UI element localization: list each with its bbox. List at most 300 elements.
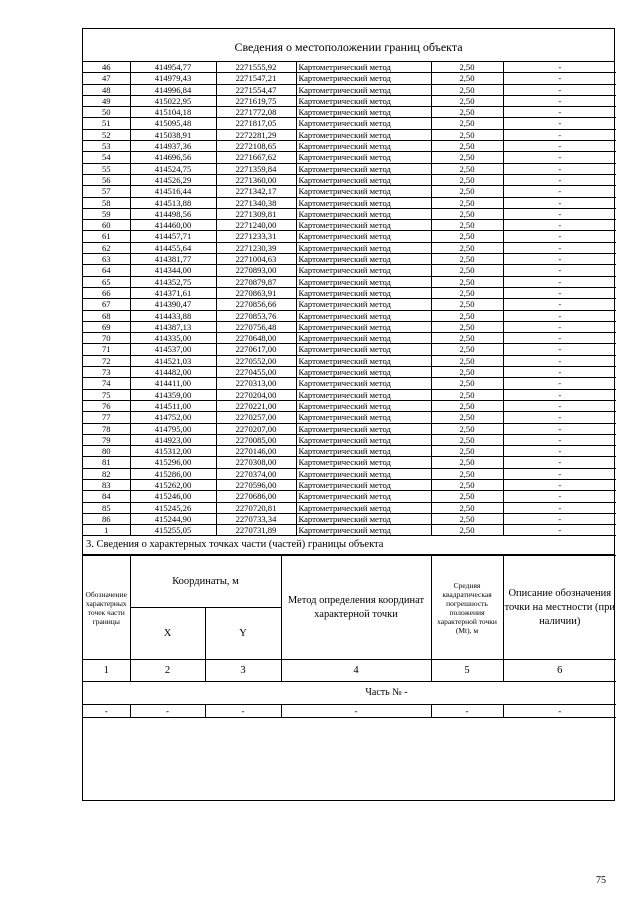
document-frame bbox=[82, 28, 615, 801]
coord-y-cell: 2271342,17 bbox=[216, 186, 296, 197]
description-cell: - bbox=[503, 333, 616, 344]
method-cell: Картометрический метод bbox=[296, 457, 431, 468]
coord-x-cell: 414381,77 bbox=[130, 254, 216, 265]
table-row bbox=[83, 344, 616, 355]
coord-y-cell: 2270863,91 bbox=[216, 287, 296, 298]
table-row bbox=[83, 84, 616, 95]
point-number-cell: 46 bbox=[83, 62, 130, 73]
error-cell: 2,50 bbox=[431, 186, 503, 197]
description-cell: - bbox=[503, 107, 616, 118]
coord-y-cell: 2271772,08 bbox=[216, 107, 296, 118]
coord-y-cell: 2270617,00 bbox=[216, 344, 296, 355]
point-number-cell: 51 bbox=[83, 118, 130, 129]
description-cell: - bbox=[503, 412, 616, 423]
section3-table bbox=[83, 555, 616, 718]
table-row bbox=[83, 220, 616, 231]
method-cell: Картометрический метод bbox=[296, 310, 431, 321]
coord-x-cell: 414937,36 bbox=[130, 141, 216, 152]
coord-y-cell: 2270085,00 bbox=[216, 434, 296, 445]
coord-y-cell: 2270648,00 bbox=[216, 333, 296, 344]
coord-y-cell: 2270756,48 bbox=[216, 321, 296, 332]
method-cell: Картометрический метод bbox=[296, 434, 431, 445]
empty-cell: - bbox=[83, 705, 130, 718]
point-number-cell: 63 bbox=[83, 254, 130, 265]
error-cell: 2,50 bbox=[431, 468, 503, 479]
coord-y-cell: 2271233,31 bbox=[216, 231, 296, 242]
point-number-cell: 67 bbox=[83, 299, 130, 310]
coord-y-cell: 2270879,87 bbox=[216, 276, 296, 287]
method-cell: Картометрический метод bbox=[296, 107, 431, 118]
coord-y-cell: 2270221,00 bbox=[216, 400, 296, 411]
coord-y-cell: 2270257,00 bbox=[216, 412, 296, 423]
coord-x-cell: 415286,00 bbox=[130, 468, 216, 479]
point-number-cell: 86 bbox=[83, 513, 130, 524]
method-cell: Картометрический метод bbox=[296, 231, 431, 242]
coord-y-cell: 2270731,89 bbox=[216, 525, 296, 536]
coord-y-cell: 2270204,00 bbox=[216, 389, 296, 400]
method-cell: Картометрический метод bbox=[296, 367, 431, 378]
error-cell: 2,50 bbox=[431, 287, 503, 298]
point-number-cell: 81 bbox=[83, 457, 130, 468]
coord-x-cell: 414526,29 bbox=[130, 174, 216, 185]
point-number-cell: 64 bbox=[83, 265, 130, 276]
method-cell: Картометрический метод bbox=[296, 513, 431, 524]
table-row bbox=[83, 118, 616, 129]
point-number-cell: 70 bbox=[83, 333, 130, 344]
header-coordinates: Координаты, м bbox=[130, 556, 281, 608]
point-number-cell: 83 bbox=[83, 479, 130, 490]
method-cell: Картометрический метод bbox=[296, 163, 431, 174]
coord-x-cell: 415246,00 bbox=[130, 491, 216, 502]
error-cell: 2,50 bbox=[431, 491, 503, 502]
coord-x-cell: 414482,00 bbox=[130, 367, 216, 378]
coord-y-cell: 2271555,92 bbox=[216, 62, 296, 73]
error-cell: 2,50 bbox=[431, 378, 503, 389]
table-row bbox=[83, 265, 616, 276]
description-cell: - bbox=[503, 276, 616, 287]
header-error: Средняя квадратическая погрешность положения характерной точки (Mt), м bbox=[431, 556, 503, 660]
section3-title: 3. Сведения о характерных точках части (частей) границы объекта bbox=[83, 536, 614, 555]
coord-x-cell: 414371,61 bbox=[130, 287, 216, 298]
coord-x-cell: 414521,03 bbox=[130, 355, 216, 366]
error-cell: 2,50 bbox=[431, 333, 503, 344]
table-row bbox=[83, 525, 616, 536]
error-cell: 2,50 bbox=[431, 220, 503, 231]
coord-x-cell: 414516,44 bbox=[130, 186, 216, 197]
table-row bbox=[83, 152, 616, 163]
description-cell: - bbox=[503, 525, 616, 536]
coord-x-cell: 414513,88 bbox=[130, 197, 216, 208]
method-cell: Картометрический метод bbox=[296, 186, 431, 197]
coord-y-cell: 2270720,81 bbox=[216, 502, 296, 513]
description-cell: - bbox=[503, 265, 616, 276]
error-cell: 2,50 bbox=[431, 502, 503, 513]
coord-y-cell: 2270552,00 bbox=[216, 355, 296, 366]
table-row bbox=[83, 141, 616, 152]
point-number-cell: 52 bbox=[83, 129, 130, 140]
coord-x-cell: 414457,71 bbox=[130, 231, 216, 242]
description-cell: - bbox=[503, 400, 616, 411]
error-cell: 2,50 bbox=[431, 197, 503, 208]
coord-y-cell: 2271817,05 bbox=[216, 118, 296, 129]
coord-y-cell: 2271240,00 bbox=[216, 220, 296, 231]
error-cell: 2,50 bbox=[431, 457, 503, 468]
coord-x-cell: 415038,91 bbox=[130, 129, 216, 140]
coord-x-cell: 414696,56 bbox=[130, 152, 216, 163]
coord-y-cell: 2271230,39 bbox=[216, 242, 296, 253]
error-cell: 2,50 bbox=[431, 174, 503, 185]
error-cell: 2,50 bbox=[431, 242, 503, 253]
coord-x-cell: 414390,47 bbox=[130, 299, 216, 310]
coord-y-cell: 2271340,38 bbox=[216, 197, 296, 208]
method-cell: Картометрический метод bbox=[296, 491, 431, 502]
method-cell: Картометрический метод bbox=[296, 220, 431, 231]
description-cell: - bbox=[503, 174, 616, 185]
table-row bbox=[83, 242, 616, 253]
coord-y-cell: 2272108,65 bbox=[216, 141, 296, 152]
table-row bbox=[83, 129, 616, 140]
coord-y-cell: 2271547,21 bbox=[216, 73, 296, 84]
table-row bbox=[83, 389, 616, 400]
point-number-cell: 57 bbox=[83, 186, 130, 197]
method-cell: Картометрический метод bbox=[296, 479, 431, 490]
description-cell: - bbox=[503, 423, 616, 434]
coord-x-cell: 414460,00 bbox=[130, 220, 216, 231]
coord-y-cell: 2270313,00 bbox=[216, 378, 296, 389]
empty-cell: - bbox=[130, 705, 205, 718]
method-cell: Картометрический метод bbox=[296, 197, 431, 208]
coord-x-cell: 414335,00 bbox=[130, 333, 216, 344]
point-number-cell: 61 bbox=[83, 231, 130, 242]
method-cell: Картометрический метод bbox=[296, 412, 431, 423]
description-cell: - bbox=[503, 141, 616, 152]
table-row bbox=[83, 412, 616, 423]
table-row bbox=[83, 400, 616, 411]
point-number-cell: 80 bbox=[83, 446, 130, 457]
method-cell: Картометрический метод bbox=[296, 129, 431, 140]
table-row bbox=[83, 174, 616, 185]
coord-y-cell: 2271309,81 bbox=[216, 208, 296, 219]
description-cell: - bbox=[503, 220, 616, 231]
table-row bbox=[83, 95, 616, 106]
description-cell: - bbox=[503, 152, 616, 163]
description-cell: - bbox=[503, 197, 616, 208]
coord-x-cell: 414537,00 bbox=[130, 344, 216, 355]
error-cell: 2,50 bbox=[431, 254, 503, 265]
method-cell: Картометрический метод bbox=[296, 174, 431, 185]
description-cell: - bbox=[503, 344, 616, 355]
method-cell: Картометрический метод bbox=[296, 389, 431, 400]
error-cell: 2,50 bbox=[431, 107, 503, 118]
description-cell: - bbox=[503, 491, 616, 502]
point-number-cell: 74 bbox=[83, 378, 130, 389]
column-number: 4 bbox=[281, 660, 431, 682]
description-cell: - bbox=[503, 434, 616, 445]
method-cell: Картометрический метод bbox=[296, 287, 431, 298]
description-cell: - bbox=[503, 118, 616, 129]
error-cell: 2,50 bbox=[431, 118, 503, 129]
error-cell: 2,50 bbox=[431, 525, 503, 536]
table-row bbox=[83, 491, 616, 502]
coord-x-cell: 415245,26 bbox=[130, 502, 216, 513]
table-row bbox=[83, 367, 616, 378]
table-row bbox=[83, 333, 616, 344]
description-cell: - bbox=[503, 468, 616, 479]
method-cell: Картометрический метод bbox=[296, 468, 431, 479]
error-cell: 2,50 bbox=[431, 73, 503, 84]
coord-x-cell: 415296,00 bbox=[130, 457, 216, 468]
coord-y-cell: 2271554,47 bbox=[216, 84, 296, 95]
error-cell: 2,50 bbox=[431, 367, 503, 378]
point-number-cell: 55 bbox=[83, 163, 130, 174]
coord-y-cell: 2270374,00 bbox=[216, 468, 296, 479]
coord-y-cell: 2270686,00 bbox=[216, 491, 296, 502]
table-row bbox=[83, 163, 616, 174]
coord-x-cell: 414511,00 bbox=[130, 400, 216, 411]
error-cell: 2,50 bbox=[431, 423, 503, 434]
coord-y-cell: 2272281,29 bbox=[216, 129, 296, 140]
coord-x-cell: 414433,88 bbox=[130, 310, 216, 321]
table-row bbox=[83, 287, 616, 298]
description-cell: - bbox=[503, 321, 616, 332]
point-number-cell: 85 bbox=[83, 502, 130, 513]
method-cell: Картометрический метод bbox=[296, 276, 431, 287]
point-number-cell: 48 bbox=[83, 84, 130, 95]
description-cell: - bbox=[503, 367, 616, 378]
description-cell: - bbox=[503, 186, 616, 197]
error-cell: 2,50 bbox=[431, 299, 503, 310]
method-cell: Картометрический метод bbox=[296, 333, 431, 344]
point-number-cell: 75 bbox=[83, 389, 130, 400]
coord-y-cell: 2271667,62 bbox=[216, 152, 296, 163]
error-cell: 2,50 bbox=[431, 276, 503, 287]
error-cell: 2,50 bbox=[431, 344, 503, 355]
method-cell: Картометрический метод bbox=[296, 118, 431, 129]
method-cell: Картометрический метод bbox=[296, 152, 431, 163]
table-row bbox=[83, 276, 616, 287]
error-cell: 2,50 bbox=[431, 141, 503, 152]
error-cell: 2,50 bbox=[431, 129, 503, 140]
method-cell: Картометрический метод bbox=[296, 299, 431, 310]
method-cell: Картометрический метод bbox=[296, 62, 431, 73]
error-cell: 2,50 bbox=[431, 400, 503, 411]
description-cell: - bbox=[503, 129, 616, 140]
description-cell: - bbox=[503, 310, 616, 321]
error-cell: 2,50 bbox=[431, 355, 503, 366]
coord-x-cell: 415244,90 bbox=[130, 513, 216, 524]
coord-x-cell: 415095,48 bbox=[130, 118, 216, 129]
coord-y-cell: 2270856,66 bbox=[216, 299, 296, 310]
table-row bbox=[83, 197, 616, 208]
coord-x-cell: 414979,43 bbox=[130, 73, 216, 84]
point-number-cell: 59 bbox=[83, 208, 130, 219]
error-cell: 2,50 bbox=[431, 231, 503, 242]
point-number-cell: 60 bbox=[83, 220, 130, 231]
empty-cell: - bbox=[503, 705, 616, 718]
point-number-cell: 72 bbox=[83, 355, 130, 366]
method-cell: Картометрический метод bbox=[296, 141, 431, 152]
error-cell: 2,50 bbox=[431, 434, 503, 445]
description-cell: - bbox=[503, 355, 616, 366]
coord-x-cell: 415255,05 bbox=[130, 525, 216, 536]
description-cell: - bbox=[503, 254, 616, 265]
coord-x-cell: 414524,75 bbox=[130, 163, 216, 174]
method-cell: Картометрический метод bbox=[296, 446, 431, 457]
column-number: 5 bbox=[431, 660, 503, 682]
description-cell: - bbox=[503, 84, 616, 95]
point-number-cell: 76 bbox=[83, 400, 130, 411]
description-cell: - bbox=[503, 479, 616, 490]
error-cell: 2,50 bbox=[431, 479, 503, 490]
table-row bbox=[83, 186, 616, 197]
table-row bbox=[83, 208, 616, 219]
error-cell: 2,50 bbox=[431, 163, 503, 174]
table-row bbox=[83, 254, 616, 265]
method-cell: Картометрический метод bbox=[296, 242, 431, 253]
method-cell: Картометрический метод bbox=[296, 355, 431, 366]
coord-x-cell: 414795,00 bbox=[130, 423, 216, 434]
point-number-cell: 77 bbox=[83, 412, 130, 423]
point-number-cell: 49 bbox=[83, 95, 130, 106]
column-number: 6 bbox=[503, 660, 616, 682]
error-cell: 2,50 bbox=[431, 95, 503, 106]
error-cell: 2,50 bbox=[431, 321, 503, 332]
table-row bbox=[83, 62, 616, 73]
header-x: X bbox=[130, 608, 205, 660]
header-point-designation: Обозначение характерных точек части границы bbox=[83, 556, 130, 660]
column-number: 3 bbox=[205, 660, 281, 682]
description-cell: - bbox=[503, 389, 616, 400]
description-cell: - bbox=[503, 231, 616, 242]
table-row bbox=[83, 310, 616, 321]
error-cell: 2,50 bbox=[431, 152, 503, 163]
coord-y-cell: 2270853,76 bbox=[216, 310, 296, 321]
method-cell: Картометрический метод bbox=[296, 321, 431, 332]
table-row bbox=[83, 321, 616, 332]
table-row bbox=[83, 378, 616, 389]
description-cell: - bbox=[503, 163, 616, 174]
table-row bbox=[83, 513, 616, 524]
table-row bbox=[83, 446, 616, 457]
method-cell: Картометрический метод bbox=[296, 378, 431, 389]
coord-x-cell: 414498,56 bbox=[130, 208, 216, 219]
section-title: Сведения о местоположении границ объекта bbox=[83, 29, 614, 62]
coord-y-cell: 2270308,00 bbox=[216, 457, 296, 468]
point-number-cell: 79 bbox=[83, 434, 130, 445]
column-number: 1 bbox=[83, 660, 130, 682]
coord-y-cell: 2271360,00 bbox=[216, 174, 296, 185]
description-cell: - bbox=[503, 242, 616, 253]
point-number-cell: 47 bbox=[83, 73, 130, 84]
coord-y-cell: 2271004,63 bbox=[216, 254, 296, 265]
description-cell: - bbox=[503, 62, 616, 73]
table-row bbox=[83, 457, 616, 468]
coord-x-cell: 415104,18 bbox=[130, 107, 216, 118]
coord-x-cell: 414455,64 bbox=[130, 242, 216, 253]
description-cell: - bbox=[503, 287, 616, 298]
coord-y-cell: 2270733,34 bbox=[216, 513, 296, 524]
header-y: Y bbox=[205, 608, 281, 660]
points-table bbox=[83, 62, 616, 536]
table-row bbox=[83, 479, 616, 490]
coord-x-cell: 414954,77 bbox=[130, 62, 216, 73]
coord-y-cell: 2270146,00 bbox=[216, 446, 296, 457]
point-number-cell: 62 bbox=[83, 242, 130, 253]
coord-y-cell: 2270207,00 bbox=[216, 423, 296, 434]
table-row bbox=[83, 231, 616, 242]
coord-x-cell: 415312,00 bbox=[130, 446, 216, 457]
error-cell: 2,50 bbox=[431, 84, 503, 95]
point-number-cell: 78 bbox=[83, 423, 130, 434]
column-number: 2 bbox=[130, 660, 205, 682]
table-row bbox=[83, 299, 616, 310]
table-row bbox=[83, 502, 616, 513]
table-row bbox=[83, 423, 616, 434]
method-cell: Картометрический метод bbox=[296, 525, 431, 536]
point-number-cell: 73 bbox=[83, 367, 130, 378]
error-cell: 2,50 bbox=[431, 62, 503, 73]
coord-x-cell: 415262,00 bbox=[130, 479, 216, 490]
method-cell: Картометрический метод bbox=[296, 400, 431, 411]
coord-x-cell: 414352,75 bbox=[130, 276, 216, 287]
description-cell: - bbox=[503, 378, 616, 389]
table-row bbox=[83, 355, 616, 366]
method-cell: Картометрический метод bbox=[296, 95, 431, 106]
error-cell: 2,50 bbox=[431, 412, 503, 423]
method-cell: Картометрический метод bbox=[296, 502, 431, 513]
point-number-cell: 71 bbox=[83, 344, 130, 355]
coord-x-cell: 414996,84 bbox=[130, 84, 216, 95]
method-cell: Картометрический метод bbox=[296, 265, 431, 276]
error-cell: 2,50 bbox=[431, 446, 503, 457]
method-cell: Картометрический метод bbox=[296, 84, 431, 95]
error-cell: 2,50 bbox=[431, 310, 503, 321]
description-cell: - bbox=[503, 446, 616, 457]
table-row bbox=[83, 107, 616, 118]
point-number-cell: 69 bbox=[83, 321, 130, 332]
empty-cell: - bbox=[281, 705, 431, 718]
coord-y-cell: 2270455,00 bbox=[216, 367, 296, 378]
description-cell: - bbox=[503, 457, 616, 468]
point-number-cell: 68 bbox=[83, 310, 130, 321]
part-label: Часть № - bbox=[83, 682, 616, 705]
point-number-cell: 56 bbox=[83, 174, 130, 185]
description-cell: - bbox=[503, 299, 616, 310]
point-number-cell: 53 bbox=[83, 141, 130, 152]
error-cell: 2,50 bbox=[431, 208, 503, 219]
coord-x-cell: 415022,95 bbox=[130, 95, 216, 106]
coord-y-cell: 2270893,00 bbox=[216, 265, 296, 276]
coord-x-cell: 414359,00 bbox=[130, 389, 216, 400]
table-row bbox=[83, 434, 616, 445]
method-cell: Картометрический метод bbox=[296, 254, 431, 265]
error-cell: 2,50 bbox=[431, 389, 503, 400]
coord-x-cell: 414411,00 bbox=[130, 378, 216, 389]
method-cell: Картометрический метод bbox=[296, 73, 431, 84]
header-method: Метод определения координат характерной точки bbox=[281, 556, 431, 660]
page-number: 75 bbox=[596, 875, 606, 886]
method-cell: Картометрический метод bbox=[296, 423, 431, 434]
table-row bbox=[83, 468, 616, 479]
coord-y-cell: 2271359,84 bbox=[216, 163, 296, 174]
point-number-cell: 50 bbox=[83, 107, 130, 118]
coord-x-cell: 414923,00 bbox=[130, 434, 216, 445]
error-cell: 2,50 bbox=[431, 513, 503, 524]
point-number-cell: 1 bbox=[83, 525, 130, 536]
table-row bbox=[83, 73, 616, 84]
header-description: Описание обозначения точки на местности (при наличии) bbox=[503, 556, 616, 660]
description-cell: - bbox=[503, 95, 616, 106]
